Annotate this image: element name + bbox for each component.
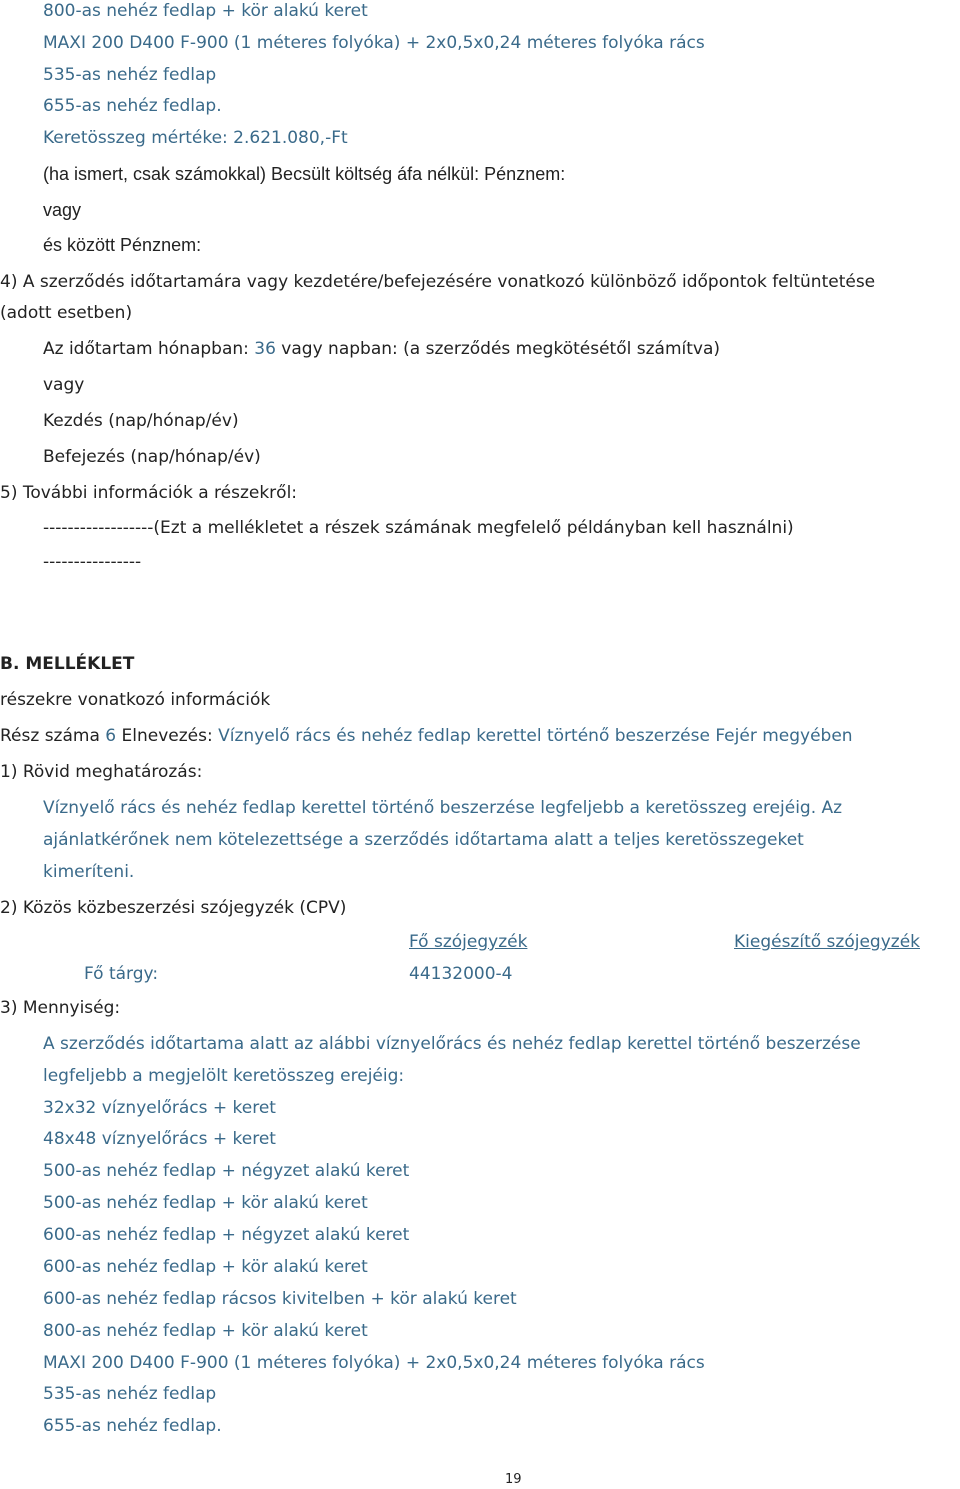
annex-subtitle: részekre vonatkozó információk xyxy=(0,690,271,710)
quantity-item: MAXI 200 D400 F-900 (1 méteres folyóka) + 2x0,5x0,24 méteres folyóka rács xyxy=(43,33,705,53)
cpv-row-label: Fő tárgy: xyxy=(84,964,159,984)
short-desc-line: kimeríteni. xyxy=(43,862,135,882)
estimate-or: vagy xyxy=(43,200,82,220)
quantity-item: 655-as nehéz fedlap. xyxy=(43,96,222,116)
part-name: Víznyelő rács és nehéz fedlap kerettel történő beszerzése Fejér megyében xyxy=(218,726,853,746)
quantity-item: 800-as nehéz fedlap + kör alakú keret xyxy=(43,1,368,21)
annex-title: B. MELLÉKLET xyxy=(0,654,135,674)
quantity-item: MAXI 200 D400 F-900 (1 méteres folyóka) + 2x0,5x0,24 méteres folyóka rács xyxy=(43,1353,705,1373)
quantity-item: 48x48 víznyelőrács + keret xyxy=(43,1129,276,1149)
estimate-range: és között Pénznem: xyxy=(43,235,202,255)
quantity-item: 600-as nehéz fedlap rácsos kivitelben + kör alakú keret xyxy=(43,1289,517,1309)
quantity-item: 500-as nehéz fedlap + kör alakú keret xyxy=(43,1193,368,1213)
part-line xyxy=(0,725,853,747)
dashes-end: ---------------- xyxy=(43,552,142,572)
cpv-extra-header: Kiegészítő szójegyzék xyxy=(734,932,920,952)
quantity-intro-line: legfeljebb a megjelölt keretösszeg erejéig: xyxy=(43,1066,405,1086)
estimate-line: (ha ismert, csak számokkal) Becsült költség áfa nélkül: Pénznem: xyxy=(43,164,566,184)
section-4-heading-cont: (adott esetben) xyxy=(0,303,133,323)
quantity-item: 655-as nehéz fedlap. xyxy=(43,1416,222,1436)
dashes-note: ------------------(Ezt a mellékletet a részek számának megfelelő példányban kell használni) xyxy=(43,518,794,538)
section-5-heading: 5) További információk a részekről: xyxy=(0,483,298,503)
quantity-intro-line: A szerződés időtartama alatt az alábbi víznyelőrács és nehéz fedlap kerettel történő beszerzése xyxy=(43,1034,861,1054)
start-date: Kezdés (nap/hónap/év) xyxy=(43,411,239,431)
quantity-item: 32x32 víznyelőrács + keret xyxy=(43,1098,276,1118)
cpv-code: 44132000-4 xyxy=(409,964,513,984)
frame-amount: Keretösszeg mértéke: 2.621.080,-Ft xyxy=(43,128,348,148)
section-4-heading: 4) A szerződés időtartamára vagy kezdetére/befejezésére vonatkozó különböző időpontok feltüntetése xyxy=(0,272,876,292)
quantity-item: 500-as nehéz fedlap + négyzet alakú keret xyxy=(43,1161,410,1181)
quantity-item: 535-as nehéz fedlap xyxy=(43,1384,217,1404)
duration-suffix: vagy napban: (a szerződés megkötésétől számítva) xyxy=(275,339,720,359)
duration-or: vagy xyxy=(43,375,85,395)
duration-value: 36 xyxy=(254,339,276,359)
quantity-item: 600-as nehéz fedlap + négyzet alakú keret xyxy=(43,1225,410,1245)
duration-prefix: Az időtartam hónapban: xyxy=(43,339,255,359)
short-desc-line: ajánlatkérőnek nem kötelezettsége a szerződés időtartama alatt a teljes keretösszegeket xyxy=(43,830,804,850)
page-number: 19 xyxy=(505,1472,522,1487)
quantity-heading: 3) Mennyiség: xyxy=(0,998,121,1018)
duration-line xyxy=(43,338,720,360)
short-desc-heading: 1) Rövid meghatározás: xyxy=(0,762,203,782)
quantity-item: 800-as nehéz fedlap + kör alakú keret xyxy=(43,1321,368,1341)
short-desc-line: Víznyelő rács és nehéz fedlap kerettel történő beszerzése legfeljebb a keretösszeg erejéig. Az xyxy=(43,798,843,818)
quantity-item: 600-as nehéz fedlap + kör alakú keret xyxy=(43,1257,368,1277)
quantity-item: 535-as nehéz fedlap xyxy=(43,65,217,85)
end-date: Befejezés (nap/hónap/év) xyxy=(43,447,261,467)
cpv-heading: 2) Közös közbeszerzési szójegyzék (CPV) xyxy=(0,898,347,918)
part-label: Rész száma xyxy=(0,726,106,746)
name-label: Elnevezés: xyxy=(116,726,219,746)
cpv-main-header: Fő szójegyzék xyxy=(409,932,528,952)
part-number: 6 xyxy=(105,726,117,746)
